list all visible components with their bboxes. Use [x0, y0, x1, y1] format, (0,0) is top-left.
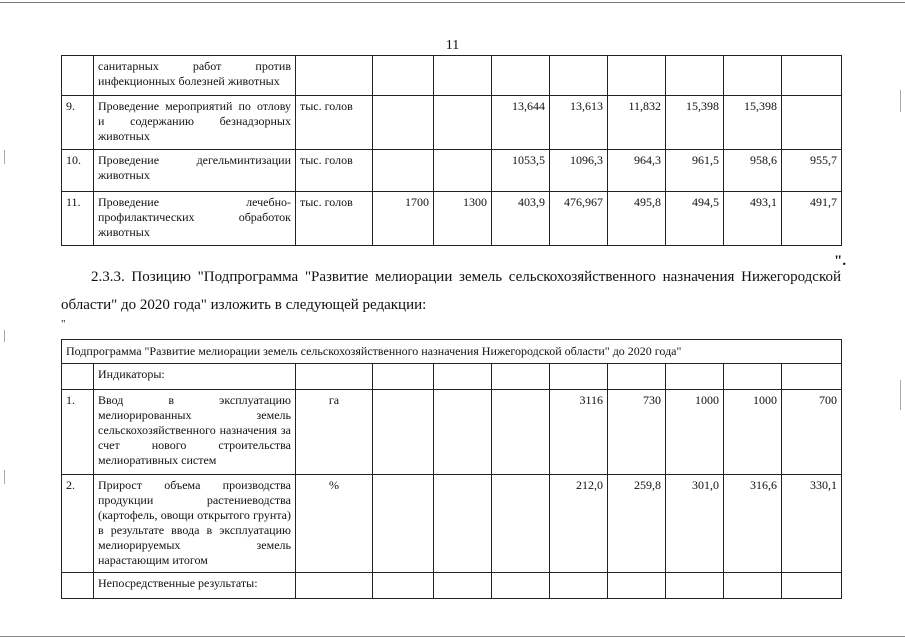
- value-cell: 330,1: [782, 475, 842, 573]
- row-index: [62, 56, 94, 96]
- value-cell: 13,644: [492, 96, 550, 150]
- row-unit: га: [296, 390, 373, 475]
- value-cell: 964,3: [608, 150, 666, 192]
- value-cell: 493,1: [724, 192, 782, 246]
- page-number: 11: [445, 38, 460, 53]
- row-name: Проведение дегельминтизации животных: [94, 150, 296, 192]
- section-label: Непосредственные результаты:: [94, 573, 296, 599]
- row-index: 2.: [62, 475, 94, 573]
- value-cell: [492, 475, 550, 573]
- value-cell: 1000: [724, 390, 782, 475]
- row-unit: %: [296, 475, 373, 573]
- section-label: Индикаторы:: [94, 364, 296, 390]
- table-row: [62, 56, 842, 96]
- value-cell: 1053,5: [492, 150, 550, 192]
- value-cell: 403,9: [492, 192, 550, 246]
- table-title-row: [62, 340, 842, 364]
- value-cell: 1096,3: [550, 150, 608, 192]
- row-unit: тыс. голов: [296, 192, 373, 246]
- section-row: [62, 364, 842, 390]
- value-cell: 3116: [550, 390, 608, 475]
- value-cell: 491,7: [782, 192, 842, 246]
- row-unit: [296, 56, 373, 96]
- value-cell: 495,8: [608, 192, 666, 246]
- row-index: [62, 364, 94, 390]
- value-cell: [434, 96, 492, 150]
- value-cell: [492, 390, 550, 475]
- value-cell: [434, 390, 492, 475]
- value-cell: 958,6: [724, 150, 782, 192]
- section-row: [62, 573, 842, 599]
- value-cell: 11,832: [608, 96, 666, 150]
- value-cell: [434, 56, 492, 96]
- value-cell: [373, 150, 434, 192]
- table-row: [62, 390, 842, 475]
- value-cell: 301,0: [666, 475, 724, 573]
- row-unit: тыс. голов: [296, 96, 373, 150]
- value-cell: 259,8: [608, 475, 666, 573]
- value-cell: [434, 150, 492, 192]
- melioration-subprogram-table: [61, 339, 842, 599]
- row-name: санитарных работ против инфекционных болезней животных: [94, 56, 296, 96]
- closing-quote: ".: [834, 253, 847, 269]
- value-cell: [666, 56, 724, 96]
- row-name: Проведение мероприятий по отлову и содержанию безнадзорных животных: [94, 96, 296, 150]
- indicators-table-continued: [61, 55, 842, 246]
- value-cell: 1000: [666, 390, 724, 475]
- value-cell: 700: [782, 390, 842, 475]
- row-name: Проведение лечебно-профилактических обработок животных: [94, 192, 296, 246]
- table-row: [62, 475, 842, 573]
- value-cell: [373, 390, 434, 475]
- row-unit: тыс. голов: [296, 150, 373, 192]
- value-cell: 730: [608, 390, 666, 475]
- left-edge-mark: [4, 470, 5, 484]
- value-cell: [434, 475, 492, 573]
- value-cell: 212,0: [550, 475, 608, 573]
- value-cell: [373, 56, 434, 96]
- table-row: [62, 150, 842, 192]
- left-edge-mark: [4, 150, 5, 164]
- table-row: [62, 96, 842, 150]
- value-cell: [550, 56, 608, 96]
- page-bottom-border: [0, 636, 905, 637]
- table-row: [62, 192, 842, 246]
- value-cell: [492, 56, 550, 96]
- opening-quote: ": [61, 318, 66, 330]
- value-cell: 13,613: [550, 96, 608, 150]
- value-cell: [724, 56, 782, 96]
- paragraph-text: 2.3.3. Позицию "Подпрограмма "Развитие мелиорации земель сельскохозяйственного назначения Нижегородской области" до 2020 года" изложить в следующей редакции:: [61, 269, 841, 313]
- value-cell: [782, 56, 842, 96]
- row-name: Прирост объема производства продукции растениеводства (картофель, овощи открытого грунта) в результате ввода в эксплуатацию мелиорируемых земель нарастающим итогом: [94, 475, 296, 573]
- right-edge-mark: [900, 90, 901, 112]
- value-cell: 955,7: [782, 150, 842, 192]
- row-index: [62, 573, 94, 599]
- left-edge-mark: [4, 330, 5, 342]
- value-cell: 1300: [434, 192, 492, 246]
- value-cell: [373, 96, 434, 150]
- value-cell: 15,398: [724, 96, 782, 150]
- value-cell: 476,967: [550, 192, 608, 246]
- value-cell: [782, 96, 842, 150]
- row-index: 10.: [62, 150, 94, 192]
- value-cell: 961,5: [666, 150, 724, 192]
- value-cell: 494,5: [666, 192, 724, 246]
- row-index: 9.: [62, 96, 94, 150]
- value-cell: 15,398: [666, 96, 724, 150]
- row-name: Ввод в эксплуатацию мелиорированных земель сельскохозяйственного назначения за счет нового строительства мелиоративных систем: [94, 390, 296, 475]
- value-cell: 1700: [373, 192, 434, 246]
- row-index: 1.: [62, 390, 94, 475]
- value-cell: [608, 56, 666, 96]
- right-edge-mark: [900, 380, 901, 410]
- value-cell: [373, 475, 434, 573]
- page-top-border: [0, 2, 905, 3]
- value-cell: 316,6: [724, 475, 782, 573]
- row-index: 11.: [62, 192, 94, 246]
- subprogram-title: Подпрограмма "Развитие мелиорации земель сельскохозяйственного назначения Нижегородской области" до 2020 года": [62, 340, 842, 364]
